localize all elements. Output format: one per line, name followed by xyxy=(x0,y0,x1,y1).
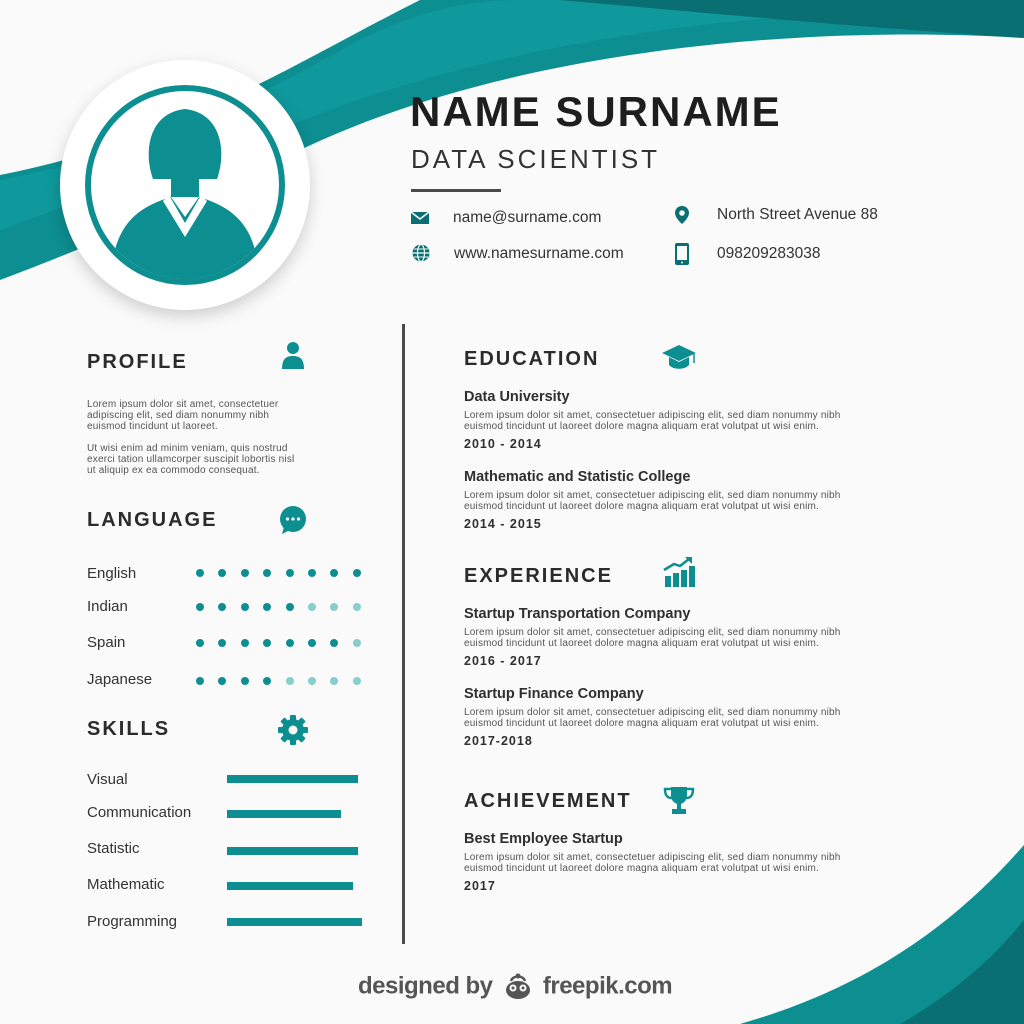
language-rating-dot xyxy=(308,677,316,685)
footer-prefix: designed by xyxy=(358,972,493,1000)
section-title-profile: PROFILE xyxy=(87,351,188,373)
person-silhouette-icon xyxy=(91,91,279,279)
language-rating-dot xyxy=(286,603,294,611)
entry-line: euismod tincidunt ut laoreet dolore magna aliquam erat volutpat ut wisi enim. xyxy=(464,421,820,432)
skill-level-bar xyxy=(227,775,358,783)
profile-paragraph-2 xyxy=(87,443,294,476)
entry-line: euismod tincidunt ut laoreet dolore magna aliquam erat volutpat ut wisi enim. xyxy=(464,638,820,649)
column-divider xyxy=(402,324,405,944)
contact-phone[interactable]: 098209283038 xyxy=(717,245,821,262)
skill-level-bar xyxy=(227,810,341,818)
skill-label: Statistic xyxy=(87,840,140,857)
entry-line: Lorem ipsum dolor sit amet, consectetuer adipiscing elit, sed diam nonummy nibh xyxy=(464,852,841,863)
language-label: Spain xyxy=(87,634,126,651)
graduation-cap-icon xyxy=(661,343,697,373)
entry-line: euismod tincidunt ut laoreet dolore magna aliquam erat volutpat ut wisi enim. xyxy=(464,718,820,729)
profile-line: euismod tincidunt ut laoreet. xyxy=(87,421,218,432)
growth-chart-icon xyxy=(662,556,696,588)
entry-line: Lorem ipsum dolor sit amet, consectetuer adipiscing elit, sed diam nonummy nibh xyxy=(464,707,841,718)
language-rating-dot xyxy=(241,639,249,647)
person-icon xyxy=(281,341,305,369)
experience-entry-text xyxy=(464,627,841,649)
profile-paragraph-1 xyxy=(87,399,278,432)
language-rating-dot xyxy=(286,677,294,685)
language-rating-dot xyxy=(308,639,316,647)
chat-bubble-icon xyxy=(278,505,308,535)
skill-label: Communication xyxy=(87,804,192,821)
education-entry-title: Mathematic and Statistic College xyxy=(464,469,691,485)
experience-entry-title: Startup Transportation Company xyxy=(464,606,691,622)
footer-brand[interactable]: freepik.com xyxy=(542,972,673,1000)
education-entry-text xyxy=(464,410,841,432)
contact-email[interactable]: name@surname.com xyxy=(453,209,602,226)
section-title-education: EDUCATION xyxy=(464,348,600,370)
section-title-language: LANGUAGE xyxy=(87,509,218,531)
language-label: Japanese xyxy=(87,671,153,688)
experience-entry-text xyxy=(464,707,841,729)
language-rating-dot xyxy=(308,603,316,611)
section-title-skills: SKILLS xyxy=(87,718,171,740)
language-rating-dot xyxy=(353,677,361,685)
skill-label: Mathematic xyxy=(87,876,165,893)
entry-line: Lorem ipsum dolor sit amet, consectetuer adipiscing elit, sed diam nonummy nibh xyxy=(464,410,841,421)
person-name: NAME SURNAME xyxy=(410,88,782,135)
freepik-logo-icon xyxy=(503,972,533,1002)
education-entry-title: Data University xyxy=(464,389,570,405)
location-pin-icon xyxy=(672,205,692,225)
avatar-ring xyxy=(85,85,285,285)
person-role: DATA SCIENTIST xyxy=(411,144,661,174)
title-underline xyxy=(411,189,501,192)
skill-level-bar xyxy=(227,847,358,855)
entry-line: Lorem ipsum dolor sit amet, consectetuer adipiscing elit, sed diam nonummy nibh xyxy=(464,490,841,501)
skill-level-bar xyxy=(227,918,362,926)
entry-line: Lorem ipsum dolor sit amet, consectetuer adipiscing elit, sed diam nonummy nibh xyxy=(464,627,841,638)
achievement-entry-date: 2017 xyxy=(464,879,496,893)
profile-line: Lorem ipsum dolor sit amet, consectetuer xyxy=(87,399,279,410)
achievement-entry-title: Best Employee Startup xyxy=(464,831,623,847)
experience-entry-date: 2017-2018 xyxy=(464,734,533,748)
entry-line: euismod tincidunt ut laoreet dolore magna aliquam erat volutpat ut wisi enim. xyxy=(464,863,820,874)
language-rating-dot xyxy=(196,603,204,611)
education-entry-date: 2014 - 2015 xyxy=(464,517,542,531)
section-title-experience: EXPERIENCE xyxy=(464,565,613,587)
experience-entry-title: Startup Finance Company xyxy=(464,686,644,702)
profile-line: adipiscing elit, sed diam nonummy nibh xyxy=(87,410,270,421)
globe-icon xyxy=(411,243,431,263)
trophy-icon xyxy=(662,785,696,815)
language-label: English xyxy=(87,565,137,582)
education-entry-text xyxy=(464,490,841,512)
language-rating-dot xyxy=(308,569,316,577)
language-rating-dot xyxy=(353,639,361,647)
profile-line: Ut wisi enim ad minim veniam, quis nostrud xyxy=(87,443,288,454)
avatar xyxy=(60,60,310,310)
contact-address: North Street Avenue 88 xyxy=(717,206,878,223)
language-label: Indian xyxy=(87,598,128,615)
section-title-achievement: ACHIEVEMENT xyxy=(464,790,632,812)
skill-level-bar xyxy=(227,882,353,890)
entry-line: euismod tincidunt ut laoreet dolore magna aliquam erat volutpat ut wisi enim. xyxy=(464,501,820,512)
skill-label: Programming xyxy=(87,913,178,930)
language-rating-dot xyxy=(196,677,204,685)
profile-line: exerci tation ullamcorper suscipit lobortis nisl xyxy=(87,454,295,465)
education-entry-date: 2010 - 2014 xyxy=(464,437,542,451)
footer-credit xyxy=(358,972,672,1002)
language-rating-dot xyxy=(286,569,294,577)
mobile-phone-icon xyxy=(673,242,691,266)
language-rating-dot xyxy=(353,569,361,577)
language-rating-dot xyxy=(241,677,249,685)
language-rating-dot xyxy=(353,603,361,611)
profile-line: ut aliquip ex ea commodo consequat. xyxy=(87,465,260,476)
language-rating-dot xyxy=(196,639,204,647)
envelope-icon xyxy=(410,208,430,228)
experience-entry-date: 2016 - 2017 xyxy=(464,654,542,668)
language-rating-dot xyxy=(241,569,249,577)
contact-website[interactable]: www.namesurname.com xyxy=(454,245,624,262)
language-rating-dot xyxy=(241,603,249,611)
skill-label: Visual xyxy=(87,771,128,788)
gear-icon xyxy=(277,714,309,746)
language-rating-dot xyxy=(196,569,204,577)
achievement-entry-text xyxy=(464,852,841,874)
language-rating-dot xyxy=(286,639,294,647)
